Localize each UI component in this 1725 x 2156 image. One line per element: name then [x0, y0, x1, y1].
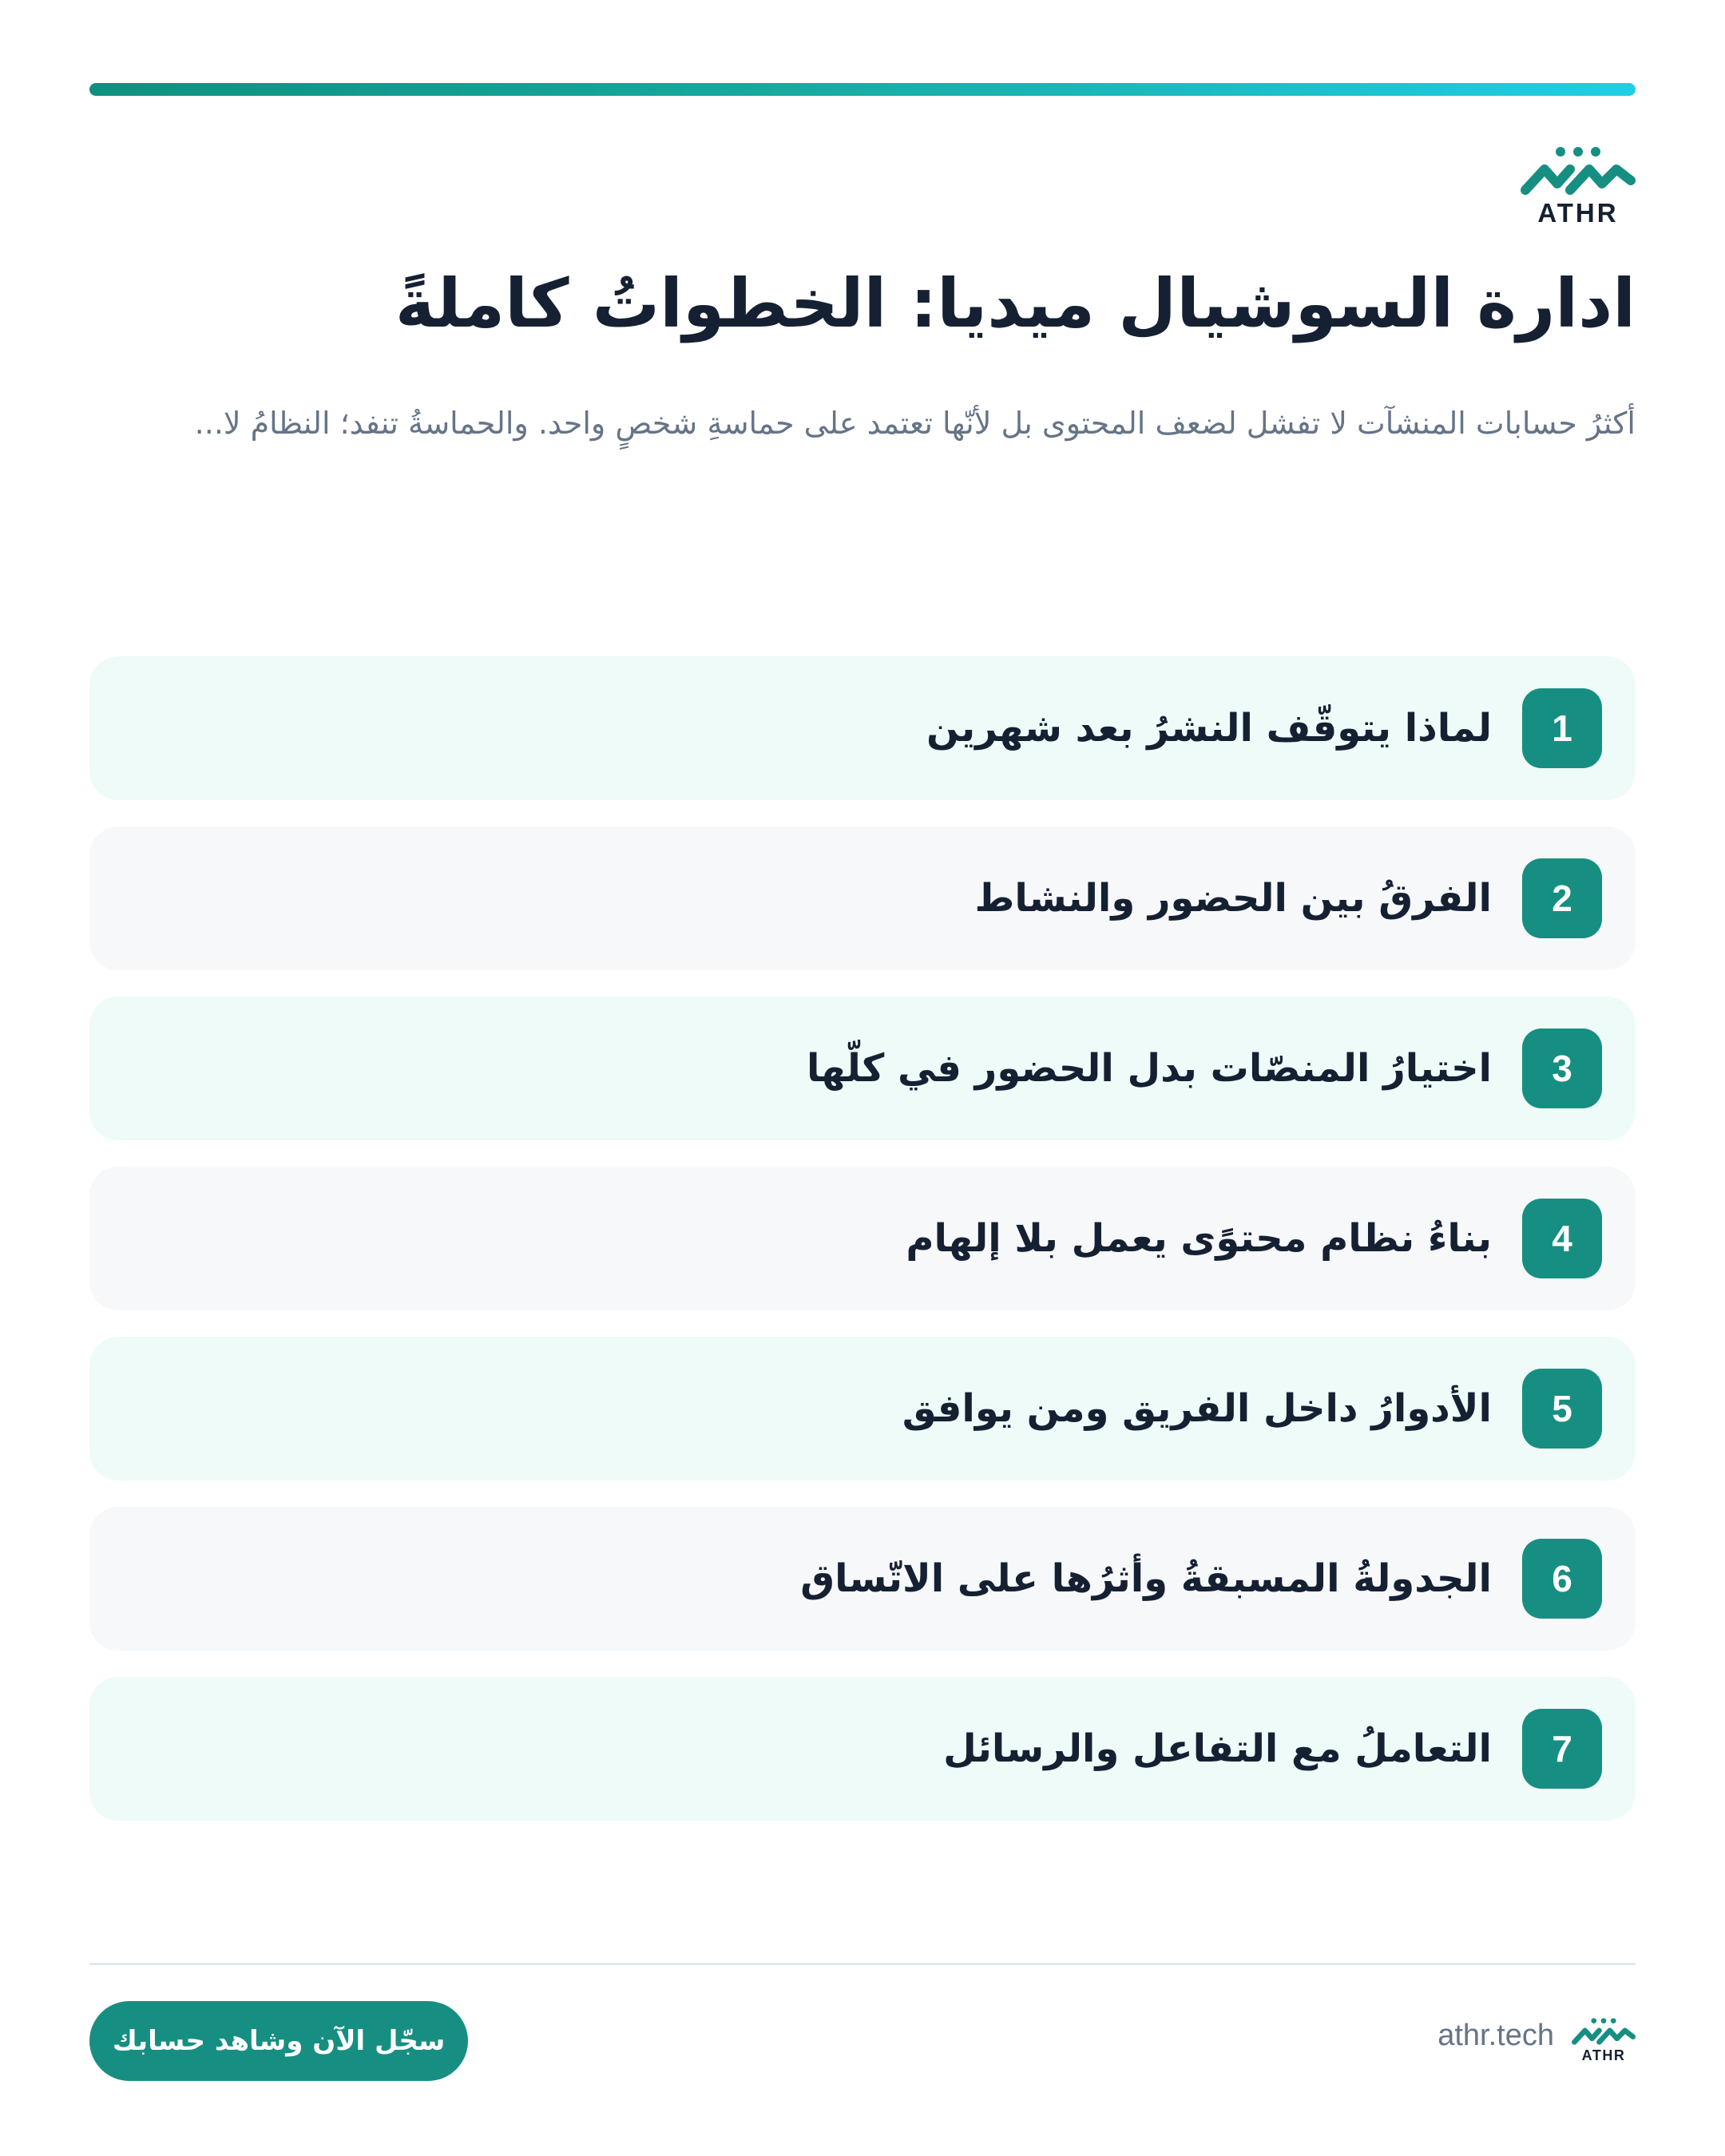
step-number-badge: 1	[1522, 688, 1602, 768]
step-label: اختيارُ المنصّات بدل الحضور في كلّها	[807, 1046, 1492, 1091]
list-item	[89, 1167, 1636, 1310]
athr-logo-icon	[1572, 2017, 1636, 2046]
page-title: ادارة السوشيال ميديا: الخطواتُ كاملةً	[395, 264, 1636, 343]
step-number-badge: 2	[1522, 858, 1602, 938]
step-label: الأدوارُ داخل الفريق ومن يوافق	[902, 1386, 1492, 1431]
logo-wordmark: ATHR	[1537, 198, 1619, 228]
step-label: التعاملُ مع التفاعل والرسائل	[943, 1726, 1492, 1771]
step-label: الفرقُ بين الحضور والنشاط	[974, 876, 1492, 921]
brand-logo	[1521, 145, 1636, 228]
site-link[interactable]: athr.tech	[1438, 2019, 1554, 2052]
athr-logo-icon	[1521, 145, 1636, 196]
step-number-badge: 7	[1522, 1709, 1602, 1789]
step-label: الجدولةُ المسبقةُ وأثرُها على الاتّساق	[800, 1556, 1492, 1601]
top-accent-bar	[89, 83, 1636, 96]
step-number-badge: 4	[1522, 1199, 1602, 1278]
list-item	[89, 826, 1636, 970]
footer-divider	[89, 1963, 1636, 1965]
steps-list	[89, 656, 1636, 1847]
step-label: لماذا يتوقّف النشرُ بعد شهرين	[926, 706, 1492, 751]
footer-logo-wordmark: ATHR	[1581, 2047, 1626, 2063]
register-cta-button[interactable]: سجّل الآن وشاهد حسابك	[89, 2001, 468, 2081]
step-number-badge: 5	[1522, 1369, 1602, 1449]
list-item	[89, 656, 1636, 800]
list-item	[89, 1337, 1636, 1480]
list-item	[89, 997, 1636, 1140]
page-subtitle: أكثرُ حسابات المنشآت لا تفشل لضعف المحتوى بل لأنّها تعتمد على حماسةِ شخصٍ واحد. والحماسةُ تنفد؛ النظامُ لا...	[194, 406, 1636, 441]
step-number-badge: 6	[1522, 1539, 1602, 1619]
list-item	[89, 1507, 1636, 1651]
footer-logo	[1572, 2017, 1636, 2065]
step-label: بناءُ نظام محتوًى يعمل بلا إلهام	[906, 1216, 1492, 1261]
step-number-badge: 3	[1522, 1028, 1602, 1108]
list-item	[89, 1677, 1636, 1821]
